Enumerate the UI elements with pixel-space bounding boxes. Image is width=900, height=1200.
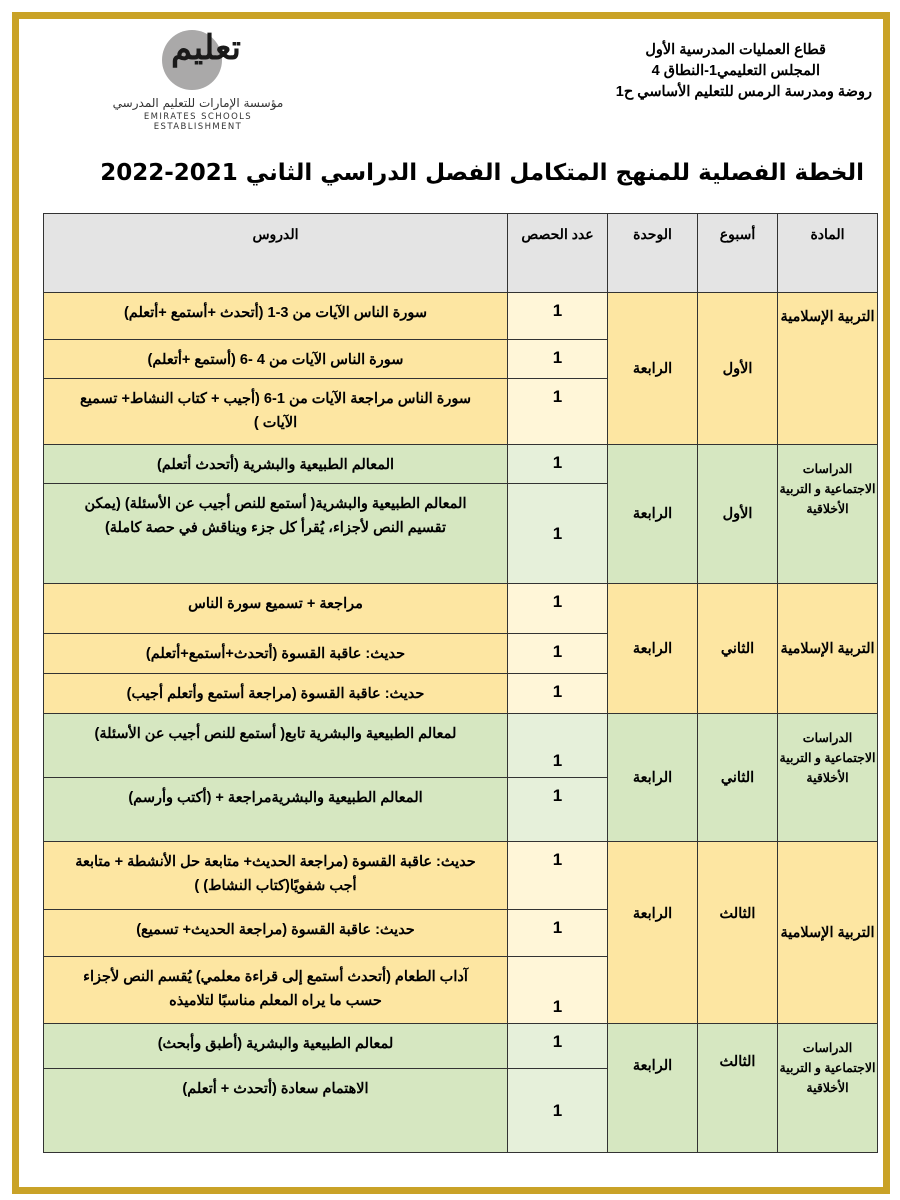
header-subject: المادة — [778, 214, 878, 293]
header-line-3: روضة ومدرسة الرمس للتعليم الأساسي ح1 — [615, 84, 872, 100]
lesson-cell: لمعالم الطبيعية والبشرية (أطبق وأبحث) — [44, 1024, 508, 1069]
count-cell: 1 — [508, 484, 608, 584]
table-row — [44, 842, 878, 910]
subject-cell: التربية الإسلامية — [778, 584, 878, 714]
plan-table — [43, 213, 878, 1153]
logo-word: تعليم — [170, 28, 241, 68]
lesson-cell: الاهتمام سعادة (أتحدث + أتعلم) — [44, 1069, 508, 1153]
school-header — [512, 40, 872, 103]
count-cell: 1 — [508, 714, 608, 778]
header-unit: الوحدة — [608, 214, 698, 293]
table-row — [44, 445, 878, 484]
subject-cell: التربية الإسلامية — [778, 293, 878, 445]
count-cell: 1 — [508, 910, 608, 957]
lesson-cell: حديث: عاقبة القسوة (أتحدث+أستمع+أتعلم) — [44, 634, 508, 674]
week-cell: الأول — [698, 293, 778, 445]
lesson-cell: آداب الطعام (أتحدث أستمع إلى قراءة معلمي) يُقسم النص لأجزاء حسب ما يراه المعلم مناسبًا لتلاميذه — [44, 957, 508, 1024]
count-cell: 1 — [508, 674, 608, 714]
page-title: الخطة الفصلية للمنهج المتكامل الفصل الدراسي الثاني 2021-2022 — [100, 160, 864, 186]
week-cell: الثاني — [698, 714, 778, 842]
header-lessons: الدروس — [44, 214, 508, 293]
week-cell: الثالث — [698, 842, 778, 1024]
header-line-2: المجلس التعليمي1-النطاق 4 — [651, 63, 820, 79]
lesson-cell: سورة الناس مراجعة الآيات من 1-6 (أجيب + كتاب النشاط+ تسميع الآيات ) — [44, 379, 508, 445]
unit-cell: الرابعة — [608, 445, 698, 584]
table-row — [44, 1024, 878, 1069]
subject-cell: التربية الإسلامية — [778, 842, 878, 1024]
count-cell: 1 — [508, 957, 608, 1024]
week-cell: الثالث — [698, 1024, 778, 1153]
subject-cell: الدراسات الاجتماعية و التربية الأخلاقية — [778, 1024, 878, 1153]
count-cell: 1 — [508, 1024, 608, 1069]
count-cell: 1 — [508, 1069, 608, 1153]
logo-english-name: EMIRATES SCHOOLS ESTABLISHMENT — [143, 112, 253, 132]
unit-cell: الرابعة — [608, 293, 698, 445]
table-row — [44, 293, 878, 340]
table-header-row — [44, 214, 878, 293]
table-row — [44, 714, 878, 778]
logo — [98, 28, 298, 132]
lesson-cell: حديث: عاقبة القسوة (مراجعة أستمع وأتعلم أجيب) — [44, 674, 508, 714]
lesson-cell: حديث: عاقبة القسوة (مراجعة الحديث+ تسميع) — [44, 910, 508, 957]
week-cell: الثاني — [698, 584, 778, 714]
unit-cell: الرابعة — [608, 1024, 698, 1153]
unit-cell: الرابعة — [608, 842, 698, 1024]
subject-cell: الدراسات الاجتماعية و التربية الأخلاقية — [778, 445, 878, 584]
lesson-cell: لمعالم الطبيعية والبشرية تابع( أستمع للنص أجيب عن الأسئلة) — [44, 714, 508, 778]
count-cell: 1 — [508, 293, 608, 340]
header-week: أسبوع — [698, 214, 778, 293]
lesson-cell: حديث: عاقبة القسوة (مراجعة الحديث+ متابعة حل الأنشطة + متابعة أجب شفويًا(كتاب النشاط) ) — [44, 842, 508, 910]
count-cell: 1 — [508, 634, 608, 674]
header-count: عدد الحصص — [508, 214, 608, 293]
count-cell: 1 — [508, 584, 608, 634]
logo-arabic-name: مؤسسة الإمارات للتعليم المدرسي — [112, 96, 284, 110]
lesson-cell: المعالم الطبيعية والبشرية( أستمع للنص أجيب عن الأسئلة) (يمكن تقسيم النص لأجزاء، يُقرأ كل جزء ويناقش في حصة كاملة) — [44, 484, 508, 584]
header-line-1: قطاع العمليات المدرسية الأول — [645, 42, 826, 58]
count-cell: 1 — [508, 340, 608, 379]
week-cell: الأول — [698, 445, 778, 584]
count-cell: 1 — [508, 445, 608, 484]
lesson-cell: سورة الناس الآيات من 3-1 (أتحدث +أستمع +أتعلم) — [44, 293, 508, 340]
table-row — [44, 584, 878, 634]
lesson-cell: سورة الناس الآيات من 4 -6 (أستمع +أتعلم) — [44, 340, 508, 379]
lesson-cell: المعالم الطبيعية والبشرية (أتحدث أتعلم) — [44, 445, 508, 484]
count-cell: 1 — [508, 842, 608, 910]
unit-cell: الرابعة — [608, 584, 698, 714]
lesson-cell: المعالم الطبيعية والبشريةمراجعة + (أكتب وأرسم) — [44, 778, 508, 842]
lesson-cell: مراجعة + تسميع سورة الناس — [44, 584, 508, 634]
count-cell: 1 — [508, 379, 608, 445]
count-cell: 1 — [508, 778, 608, 842]
subject-cell: الدراسات الاجتماعية و التربية الأخلاقية — [778, 714, 878, 842]
unit-cell: الرابعة — [608, 714, 698, 842]
